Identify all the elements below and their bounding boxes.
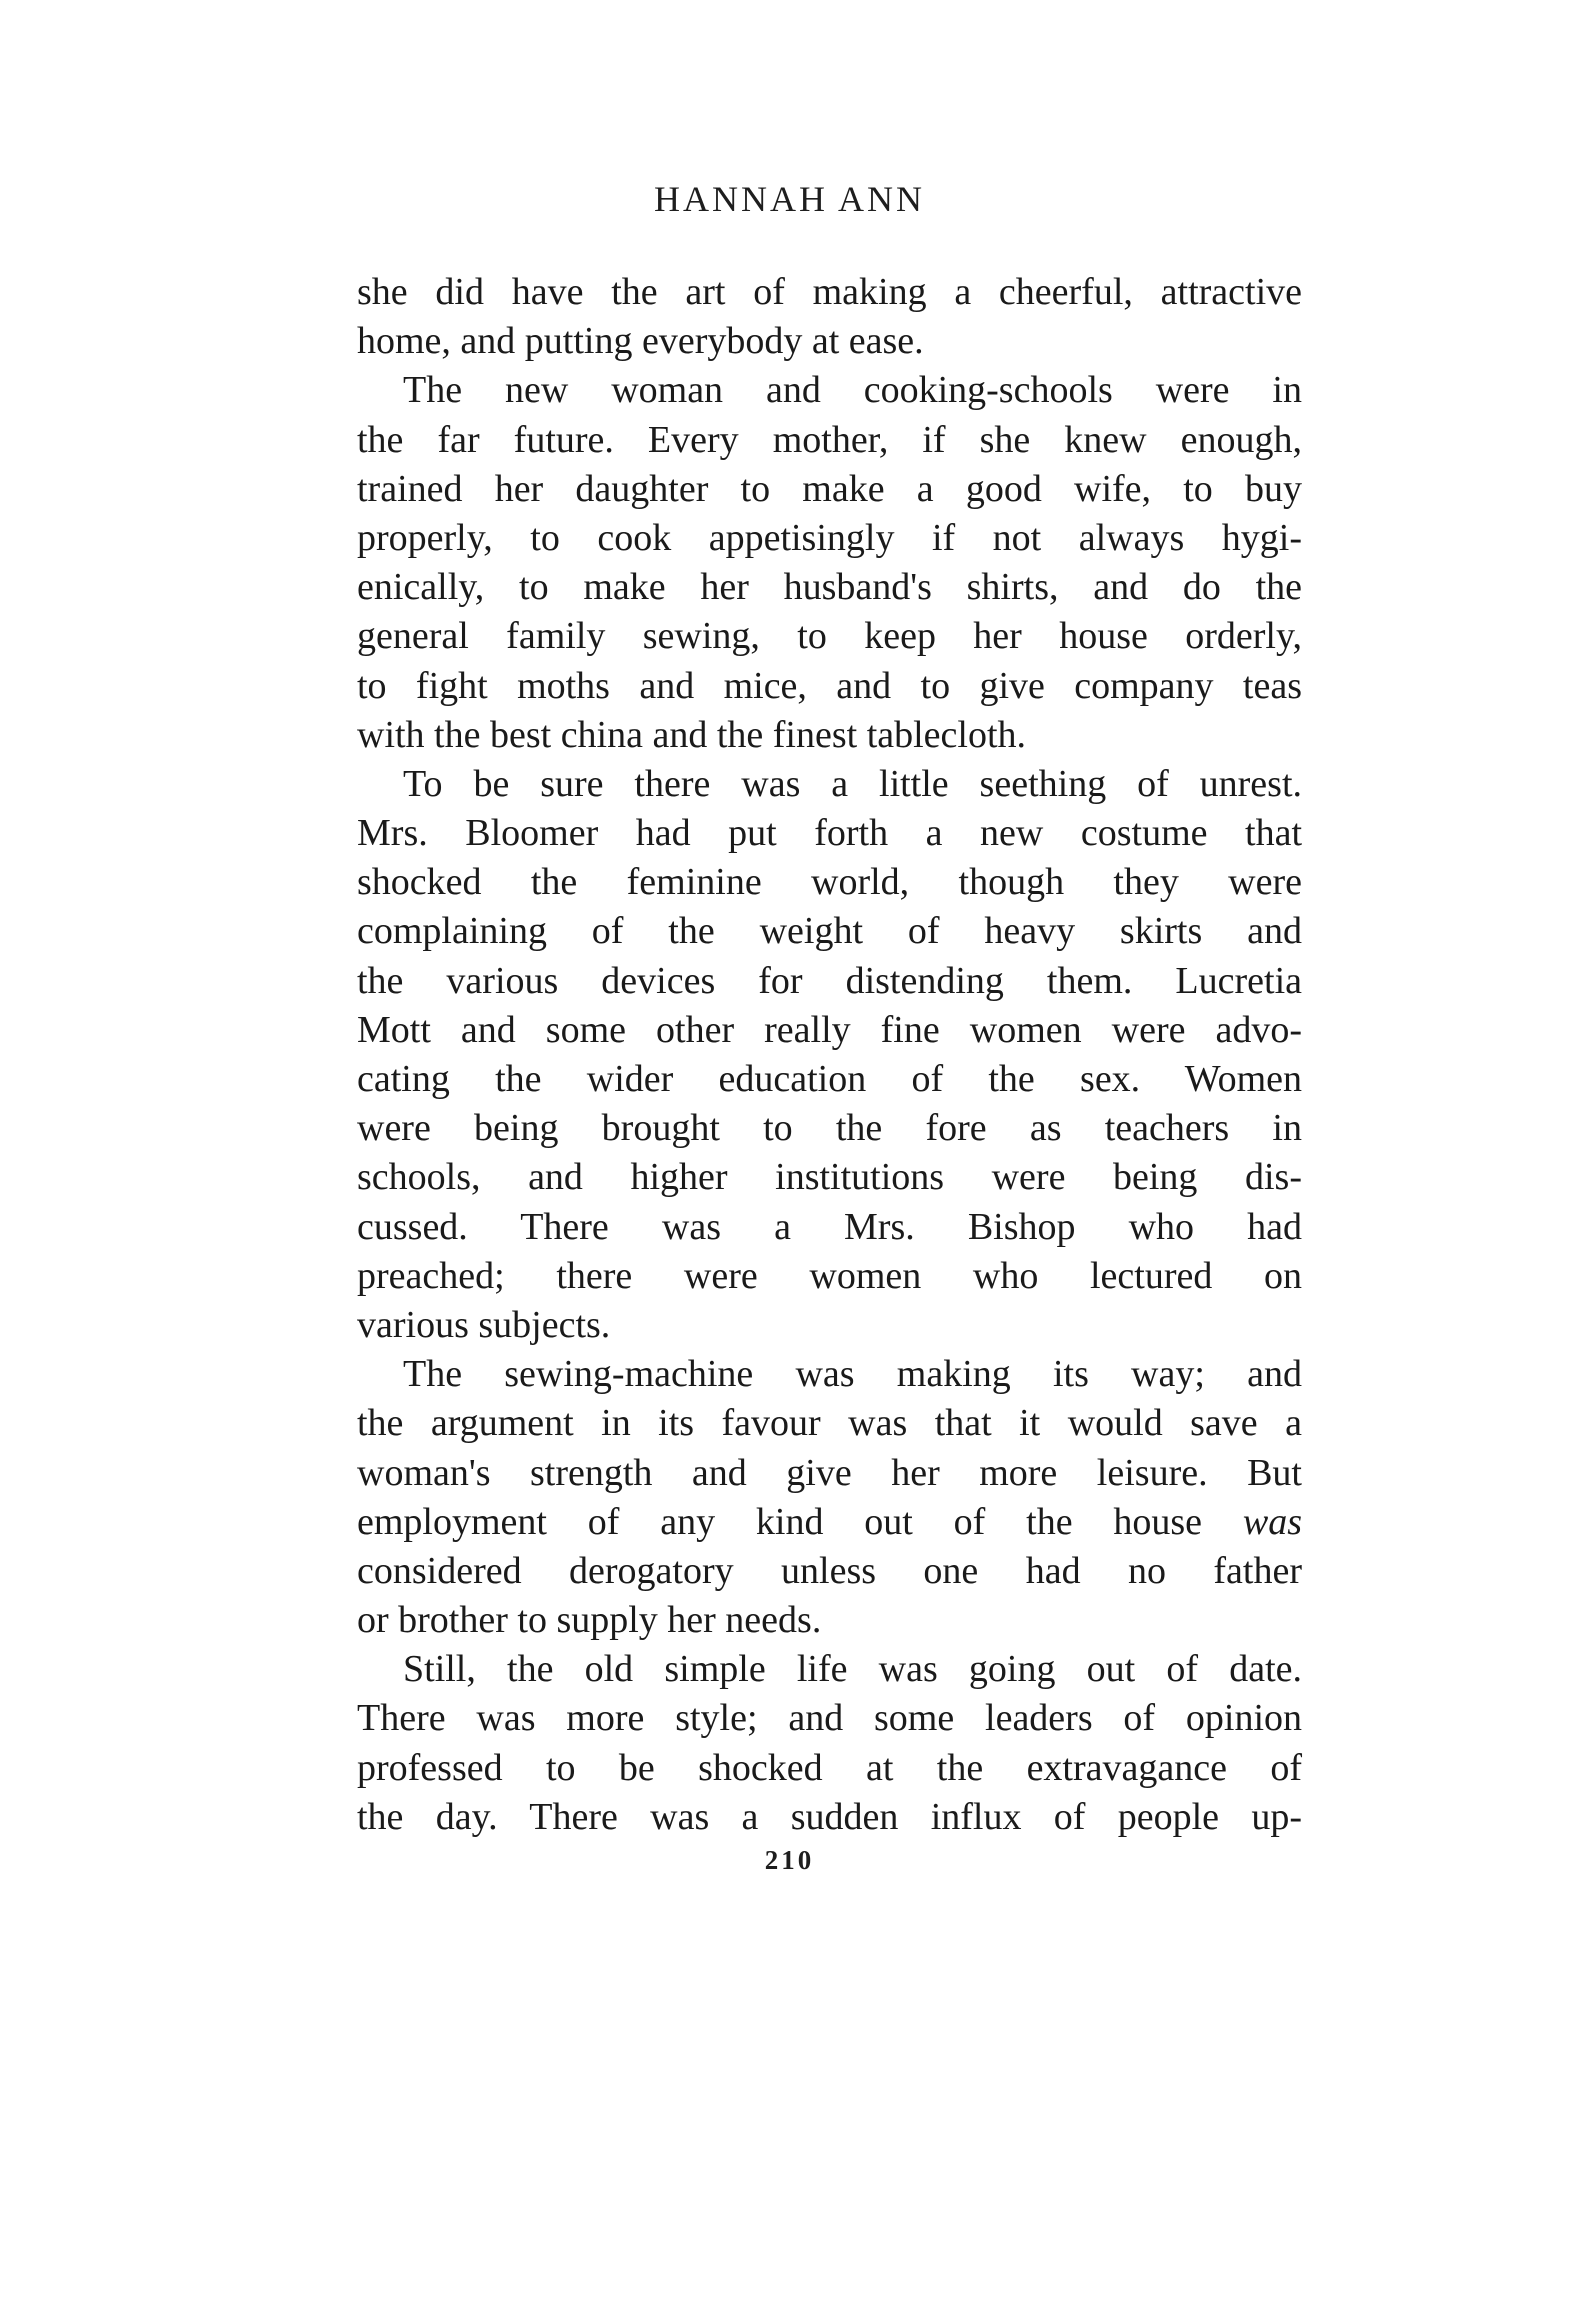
text-line: Still, the old simple life was going out of date. xyxy=(403,1648,1302,1691)
text-line: properly, to cook appetisingly if not always hygi- xyxy=(357,516,1302,559)
text-line: woman's strength and give her more leisure. But xyxy=(357,1451,1302,1494)
text-line: to fight moths and mice, and to give company teas xyxy=(357,664,1302,707)
text-line: Mrs. Bloomer had put forth a new costume that xyxy=(357,812,1302,855)
running-head-title: HANNAH ANN xyxy=(654,179,925,219)
body-text xyxy=(357,268,1302,1842)
text-line: Mott and some other really fine women were advo- xyxy=(357,1008,1302,1051)
text-line: cating the wider education of the sex. Women xyxy=(357,1058,1302,1100)
text-line: general family sewing, to keep her house orderly, xyxy=(357,615,1302,658)
text-line: There was more style; and some leaders of opinion xyxy=(357,1697,1302,1740)
text-line: the far future. Every mother, if she knew enough, xyxy=(357,418,1302,461)
text-line: the various devices for distending them. Lucretia xyxy=(357,959,1302,1002)
text-line: trained her daughter to make a good wife, to buy xyxy=(357,467,1302,510)
text-line: schools, and higher institutions were being dis- xyxy=(357,1156,1302,1199)
text-line-segment: employment of any kind out of the house xyxy=(357,1500,1243,1543)
text-line: with the best china and the finest tablecloth. xyxy=(357,713,1027,756)
text-line: were being brought to the fore as teachers in xyxy=(357,1107,1302,1150)
text-line: or brother to supply her needs. xyxy=(357,1599,822,1642)
text-line: preached; there were women who lectured on xyxy=(357,1254,1302,1297)
text-line xyxy=(357,1498,1302,1547)
text-line: home, and putting everybody at ease. xyxy=(357,320,924,363)
emphasized-word: was xyxy=(1242,1500,1302,1543)
text-line: The sewing-machine was making its way; and xyxy=(403,1353,1302,1396)
text-line: various subjects. xyxy=(357,1303,611,1346)
text-line: cussed. There was a Mrs. Bishop who had xyxy=(357,1205,1302,1248)
text-line: the day. There was a sudden influx of people up- xyxy=(357,1795,1302,1838)
text-line: The new woman and cooking-schools were in xyxy=(403,369,1302,412)
text-line: enically, to make her husband's shirts, and do the xyxy=(357,566,1302,609)
text-line: To be sure there was a little seething of unrest. xyxy=(403,762,1302,805)
text-line: shocked the feminine world, though they were xyxy=(357,861,1302,904)
text-line: complaining of the weight of heavy skirts and xyxy=(357,910,1302,953)
page-number: 210 xyxy=(764,1845,815,1875)
text-line: the argument in its favour was that it would save a xyxy=(357,1402,1302,1445)
text-line: professed to be shocked at the extravagance of xyxy=(357,1746,1302,1789)
text-line: considered derogatory unless one had no father xyxy=(357,1549,1302,1592)
text-line: she did have the art of making a cheerful, attractive xyxy=(357,271,1302,313)
